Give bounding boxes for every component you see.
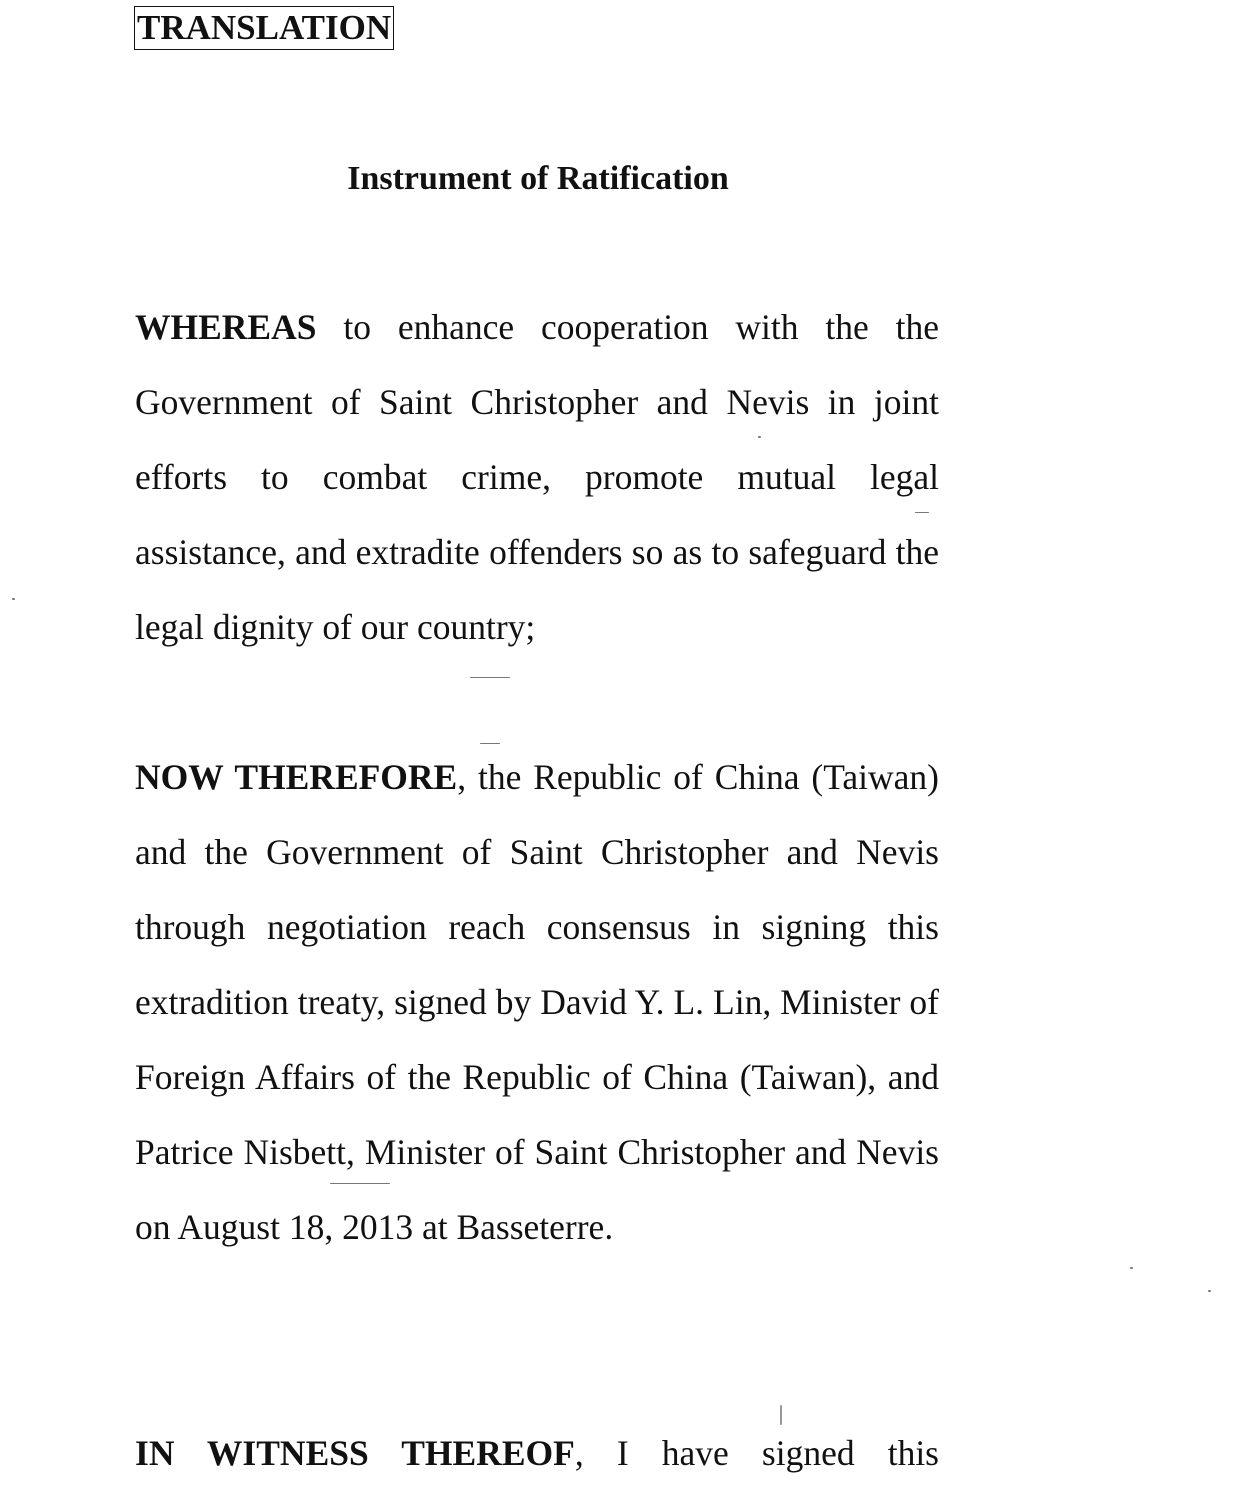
in-witness-paragraph [135,1416,939,1491]
document-title: Instrument of Ratification [347,160,729,197]
scan-speck [1130,1267,1133,1269]
now-therefore-body: , the Republic of China (Taiwan) and the Government of Saint Christopher and Nevis through negotiation reach consensus in signing this extradition treaty, signed by David Y. L. Lin, Minister of Foreign Affairs of the Republic of China (Taiwan), and Patrice Nisbett, Minister of Saint Christopher and Nevis on August 18, 2013 at Basseterre. [135,757,939,1247]
scan-speck [480,743,500,744]
whereas-body: to enhance cooperation with the the Government of Saint Christopher and Nevis in joint efforts to combat crime, promote mutual legal assistance, and extradite offenders so as to safeguard the legal dignity of our country; [135,307,939,647]
scan-speck [780,1405,782,1425]
whereas-paragraph [135,290,939,665]
scan-speck [915,512,929,513]
translation-stamp: TRANSLATION [134,6,394,50]
scan-speck [758,436,761,438]
in-witness-lead: IN WITNESS THEREOF [135,1433,575,1473]
whereas-lead: WHEREAS [135,307,317,347]
scan-speck [330,1183,390,1184]
scan-speck [1208,1290,1211,1292]
in-witness-body: , I have signed this [574,1433,939,1473]
scan-speck [470,677,510,678]
now-therefore-paragraph [135,740,939,1265]
now-therefore-lead: NOW THEREFORE [135,757,458,797]
scan-speck [12,598,15,600]
